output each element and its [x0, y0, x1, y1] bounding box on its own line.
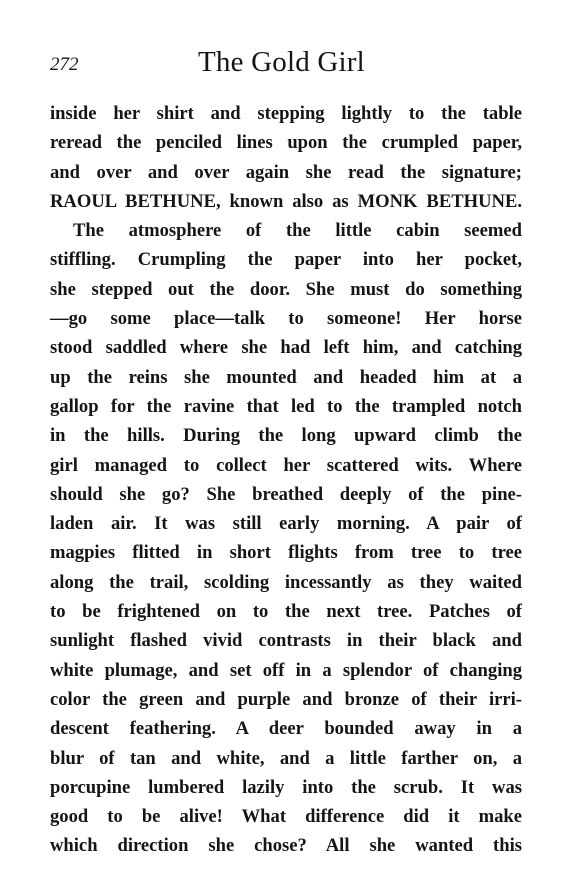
text-line: in the hills. During the long upward climb the	[50, 425, 522, 447]
text-line: along the trail, scolding incessantly as they waited	[50, 571, 522, 593]
page-number: 272	[50, 54, 79, 75]
text-line: inside her shirt and stepping lightly to the table	[50, 103, 522, 124]
text-line: should she go? She breathed deeply of the pine-	[50, 483, 522, 505]
text-line: to be frightened on to the next tree. Patches of	[50, 601, 522, 623]
text-line: color the green and purple and bronze of their irri-	[50, 688, 522, 710]
text-line: magpies flitted in short flights from tree to tree	[50, 542, 522, 564]
text-line: blur of tan and white, and a little farther on, a	[50, 747, 522, 769]
text-line: descent feathering. A deer bounded away in a	[50, 718, 522, 740]
text-line: up the reins she mounted and headed him at a	[50, 366, 522, 388]
text-line: —go some place—talk to someone! Her horse	[50, 308, 522, 330]
text-line: stood saddled where she had left him, and catching	[50, 337, 522, 359]
text-line: laden air. It was still early morning. A pair of	[50, 513, 522, 535]
text-line: she stepped out the door. She must do something	[50, 278, 522, 300]
text-line: reread the penciled lines upon the crumpled paper,	[50, 132, 522, 154]
body-text	[50, 99, 522, 861]
text-line: sunlight flashed vivid contrasts in their black and	[50, 630, 522, 652]
text-line: and over and over again she read the signature;	[50, 161, 522, 183]
text-line: good to be alive! What difference did it make	[50, 806, 522, 828]
running-title: The Gold Girl	[198, 46, 365, 78]
text-line: which direction she chose? All she wanted this	[50, 835, 522, 857]
text-line: gallop for the ravine that led to the trampled notch	[50, 395, 522, 417]
text-line: stiffling. Crumpling the paper into her pocket,	[50, 249, 522, 271]
text-line: RAOUL BETHUNE, known also as MONK BETHUNE.	[50, 190, 522, 212]
text-line: porcupine lumbered lazily into the scrub. It was	[50, 776, 522, 798]
text-line: The atmosphere of the little cabin seemed	[73, 220, 522, 242]
text-line: girl managed to collect her scattered wits. Where	[50, 454, 522, 476]
page-header	[50, 46, 520, 86]
text-line: white plumage, and set off in a splendor of changing	[50, 659, 522, 681]
